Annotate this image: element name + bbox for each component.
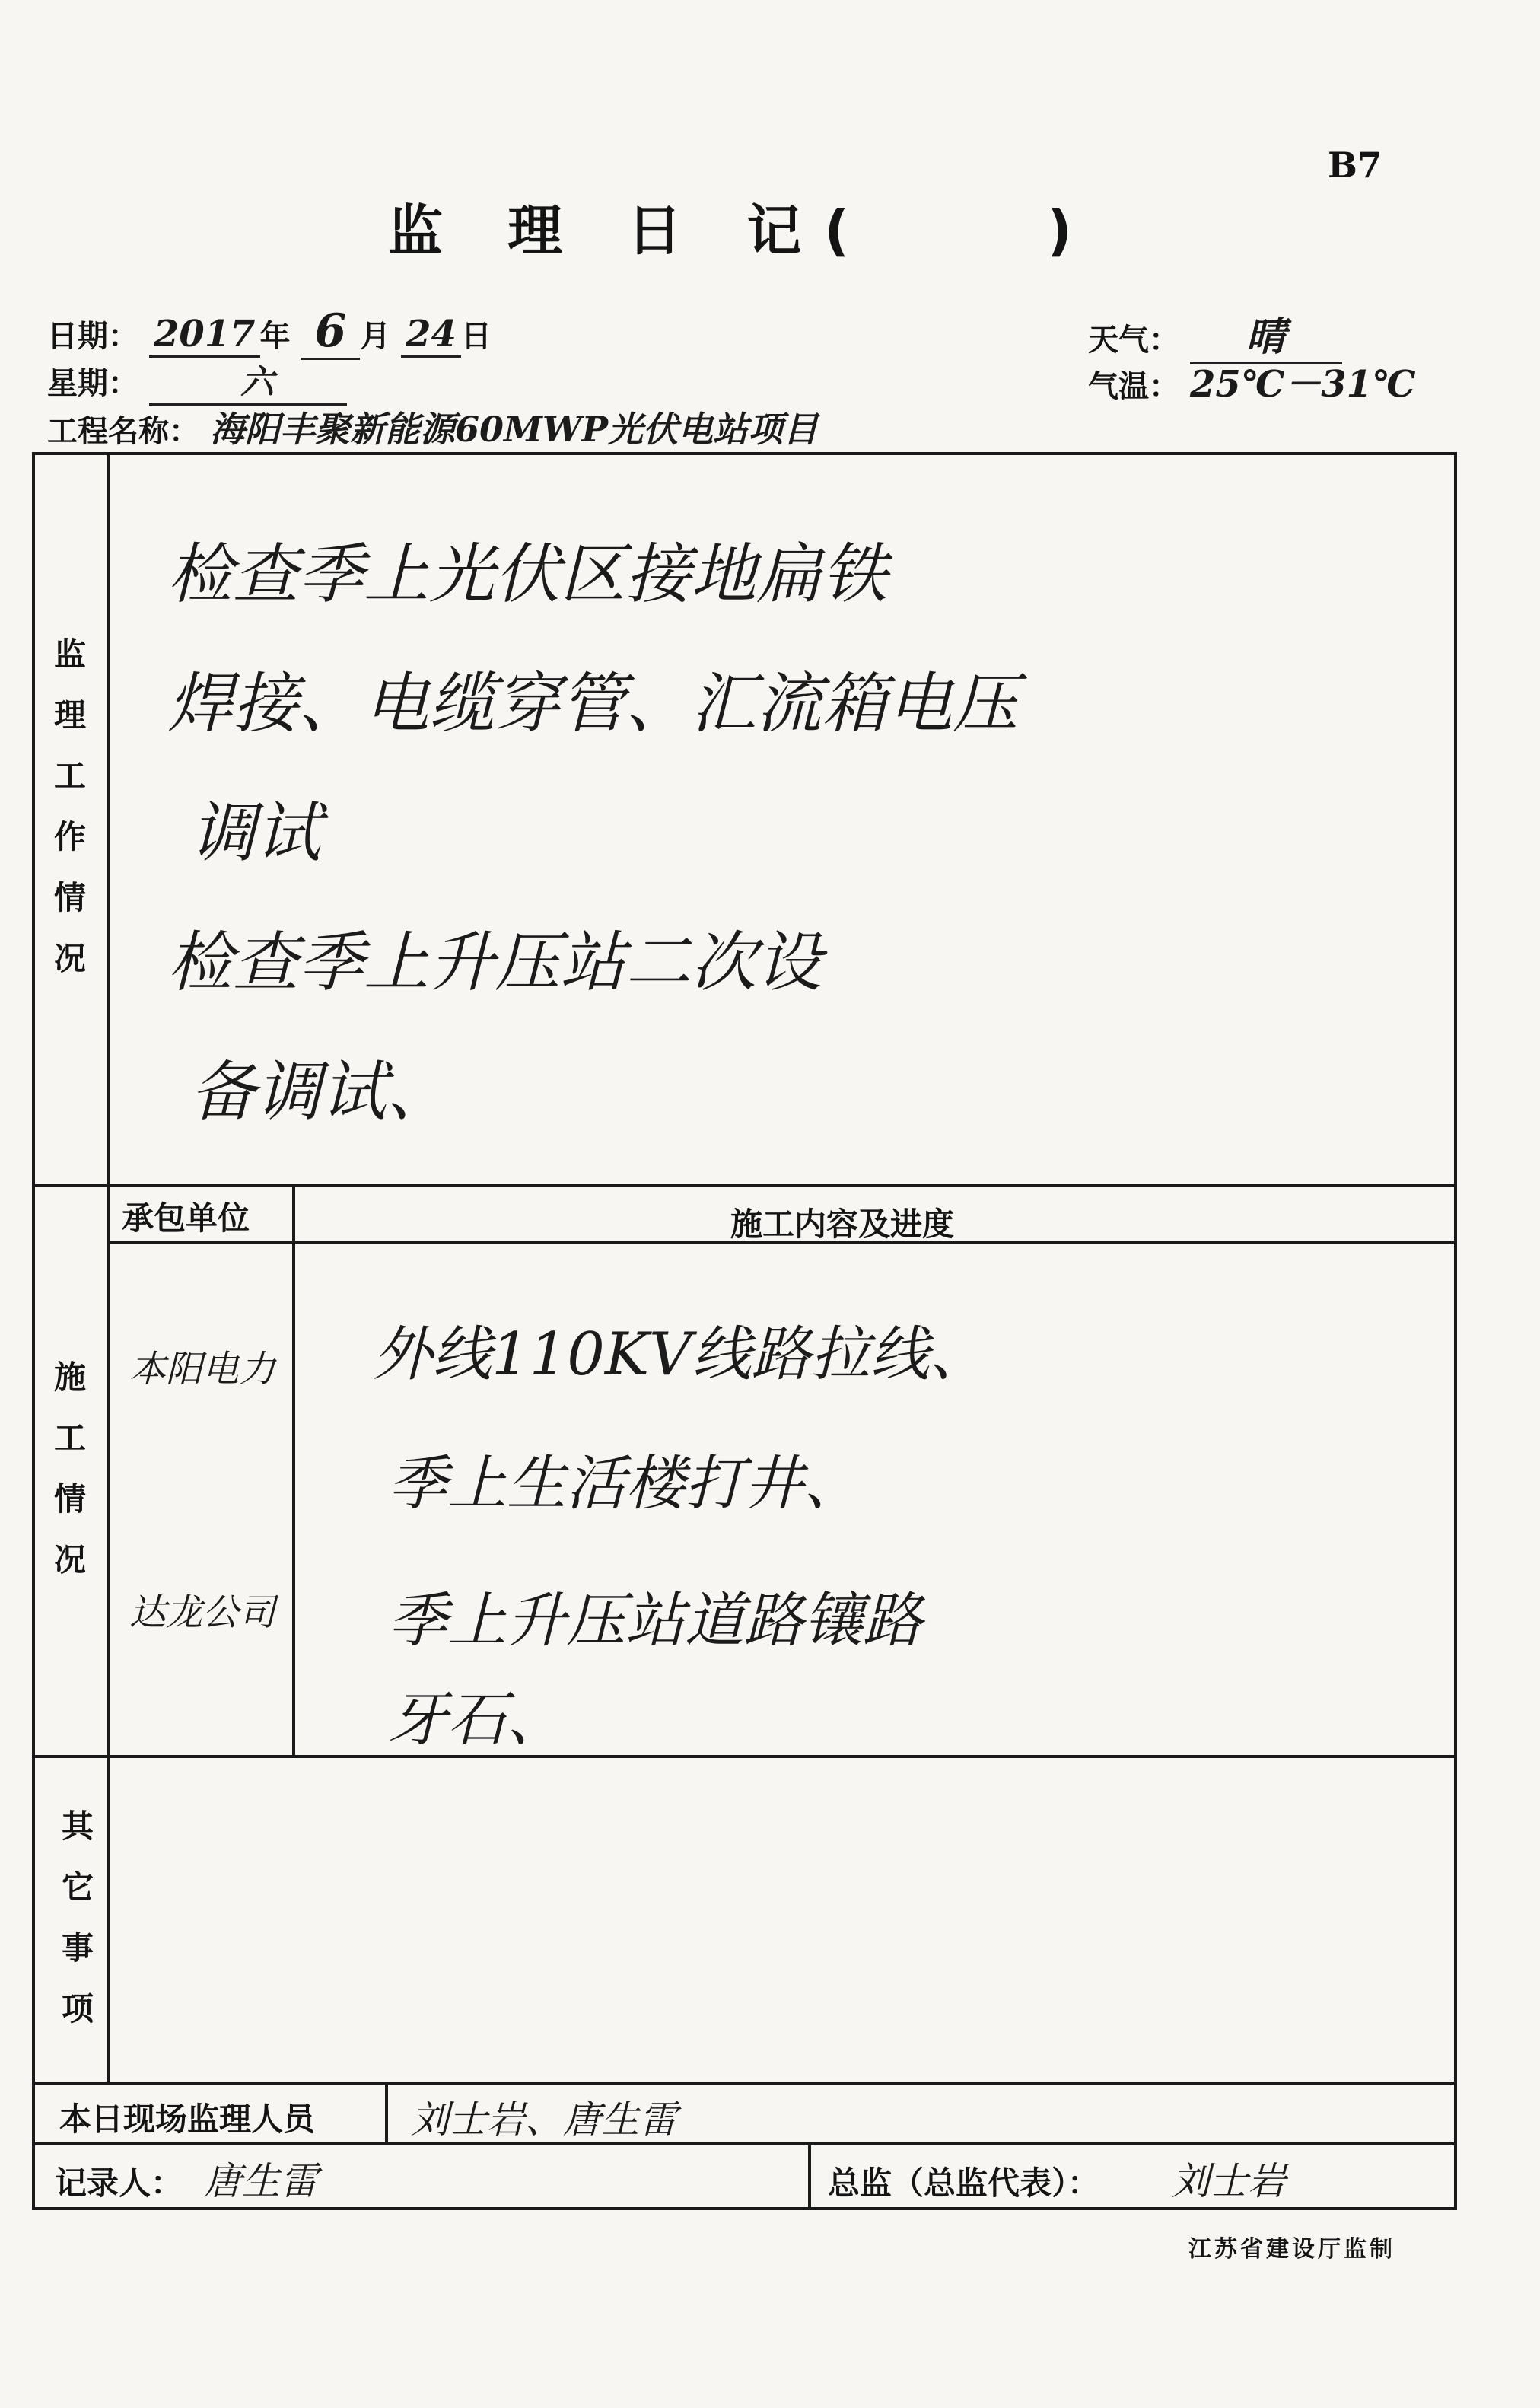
contractor-2: 达龙公司 (129, 1591, 276, 1634)
form-title-text: 监 理 日 记( (388, 199, 873, 263)
form-title-close: ) (1047, 199, 1096, 263)
issuer-stamp: 江苏省建设厅监制 (1188, 2236, 1395, 2263)
year-unit: 年 (259, 319, 291, 354)
weather-value: 晴 (1190, 304, 1342, 364)
staff-label: 本日现场监理人员 (59, 2101, 316, 2138)
progress-2-line-2: 牙石、 (388, 1686, 567, 1754)
weekday-value: 六 (149, 355, 347, 406)
progress-1-line-2: 季上生活楼打井、 (388, 1450, 864, 1518)
temp-value: 25℃－31℃ (1189, 363, 1416, 406)
supervision-bottom-divider (35, 1184, 1454, 1187)
other-bottom-divider (35, 2082, 1454, 2085)
date-year: 2017 (149, 313, 260, 358)
supervision-line-4: 检查季上升压站二次设 (167, 925, 822, 1001)
form-title (388, 186, 1095, 266)
progress-header: 施工内容及进度 (730, 1206, 955, 1243)
date-month: 6 (301, 304, 360, 360)
project-row (47, 402, 818, 452)
supervision-line-5: 备调试、 (190, 1054, 452, 1130)
weather-label: 天气： (1088, 323, 1179, 358)
weekday-label: 星期： (47, 366, 138, 401)
date-row (47, 304, 492, 358)
date-label: 日期： (47, 319, 138, 354)
date-day: 24 (401, 313, 461, 358)
chief-name: 刘士岩 (1172, 2159, 1286, 2203)
temp-row (1088, 355, 1416, 407)
construction-bottom-divider (35, 1755, 1454, 1758)
chief-label: 总监（总监代表）： (828, 2164, 1100, 2202)
recorder-name: 唐生雷 (204, 2159, 318, 2203)
supervision-line-1: 检查季上光伏区接地扁铁 (167, 537, 887, 613)
month-unit: 月 (360, 319, 391, 354)
recorder-label: 记录人： (55, 2164, 183, 2202)
supervision-label: 监理工作情况 (54, 635, 87, 977)
supervision-line-3: 调试 (190, 795, 321, 871)
chief-divider (808, 2145, 811, 2210)
supervision-line-2: 焊接、电缆穿管、汇流箱电压 (167, 666, 1018, 742)
construction-label: 施工情况 (54, 1358, 87, 1578)
project-label: 工程名称： (47, 414, 199, 449)
day-unit: 日 (460, 319, 492, 354)
staff-bottom-divider (35, 2142, 1454, 2145)
form-code: B7 (1328, 145, 1382, 186)
contractor-1: 本阳电力 (129, 1348, 276, 1390)
staff-divider (385, 2085, 388, 2145)
weekday-row (47, 355, 347, 406)
progress-1-line-1: 外线110KV线路拉线、 (373, 1320, 989, 1389)
other-label: 其它事项 (62, 1808, 94, 2027)
temp-label: 气温： (1088, 369, 1179, 404)
staff-names: 刘士岩、唐生雷 (411, 2097, 677, 2142)
project-name: 海阳丰聚新能源60MWP光伏电站项目 (209, 409, 819, 450)
contractor-header: 承包单位 (122, 1199, 250, 1237)
progress-2-line-1: 季上升压站道路镶路 (388, 1587, 923, 1655)
contractor-column-divider (292, 1187, 295, 1758)
label-column-divider (107, 455, 110, 2082)
